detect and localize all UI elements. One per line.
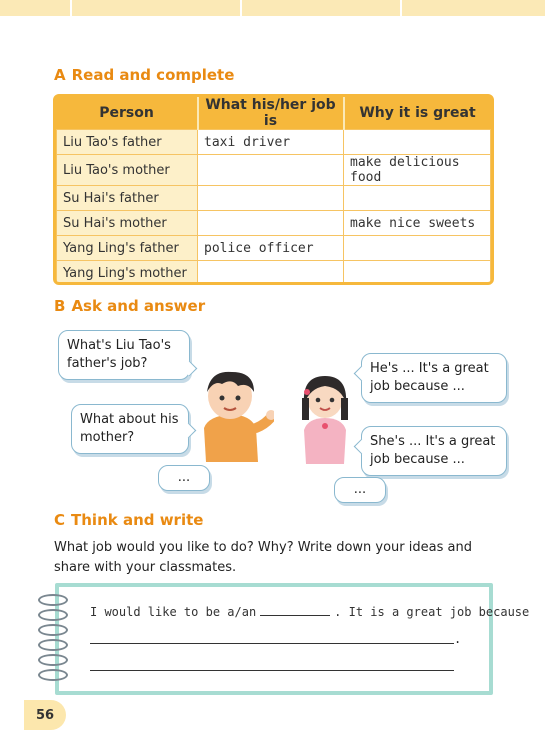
table-row [57, 130, 491, 155]
speech-bubble-boy-reply [158, 465, 210, 491]
writing-line[interactable] [90, 670, 454, 671]
bar-divider [400, 0, 402, 16]
page-number: 56 [24, 700, 66, 730]
person-cell: Liu Tao's mother [57, 155, 198, 186]
writing-sentence [90, 603, 529, 619]
person-cell: Yang Ling's father [57, 236, 198, 261]
section-c-letter: C [54, 511, 66, 529]
speech-bubble-answer-1 [361, 353, 507, 403]
bubble-text: What's Liu Tao's father's job? [67, 338, 171, 371]
bubble-text: He's ... It's a great job because ... [370, 361, 489, 394]
spiral-ring [38, 669, 68, 681]
writing-end-period: . [454, 632, 462, 646]
section-b-letter: B [54, 297, 66, 315]
writing-prompt: What job would you like to do? Why? Write down your ideas and share with your classmates. [54, 540, 472, 575]
bubble-tail [354, 439, 370, 455]
person-cell: Yang Ling's mother [57, 261, 198, 286]
job-cell[interactable] [198, 155, 344, 186]
writing-line[interactable] [90, 643, 454, 644]
section-b-heading [54, 297, 205, 315]
spiral-ring [38, 654, 68, 666]
spiral-ring [38, 624, 68, 636]
boy-illustration [192, 366, 274, 462]
jobs-table [53, 94, 494, 285]
person-cell: Su Hai's father [57, 186, 198, 211]
girl-illustration [296, 370, 354, 464]
why-cell[interactable] [344, 236, 491, 261]
job-cell[interactable] [198, 211, 344, 236]
table-row [57, 186, 491, 211]
writing-middle: . It is a great job because [334, 605, 530, 619]
speech-bubble-question-1 [58, 330, 190, 380]
job-cell[interactable]: police officer [198, 236, 344, 261]
bar-divider [70, 0, 72, 16]
speech-bubble-answer-2 [361, 426, 507, 476]
bubble-tail [354, 366, 370, 382]
bubble-text: What about his mother? [80, 412, 179, 445]
why-cell[interactable]: make delicious food [344, 155, 491, 186]
why-cell[interactable]: make nice sweets [344, 211, 491, 236]
section-a-heading [54, 66, 234, 84]
section-b-title: Ask and answer [71, 297, 206, 315]
why-cell[interactable] [344, 261, 491, 286]
speech-bubble-question-2 [71, 404, 189, 454]
job-cell[interactable]: taxi driver [198, 130, 344, 155]
why-cell[interactable] [344, 186, 491, 211]
writing-box [55, 583, 493, 695]
person-cell: Liu Tao's father [57, 130, 198, 155]
section-a-title: Read and complete [71, 66, 235, 84]
table-row [57, 211, 491, 236]
spiral-ring [38, 594, 68, 606]
header-job: What his/her job is [198, 97, 344, 130]
section-a-letter: A [54, 66, 66, 84]
header-why: Why it is great [344, 97, 491, 130]
section-c-heading [54, 511, 203, 529]
bar-divider [240, 0, 242, 16]
writing-start: I would like to be a/an [90, 605, 257, 619]
spiral-ring [38, 609, 68, 621]
table-row [57, 236, 491, 261]
section-c-title: Think and write [71, 511, 204, 529]
job-cell[interactable] [198, 186, 344, 211]
spiral-ring [38, 639, 68, 651]
person-cell: Su Hai's mother [57, 211, 198, 236]
table-header-row [57, 97, 491, 130]
bubble-text: ... [177, 470, 191, 485]
why-cell[interactable] [344, 130, 491, 155]
job-blank[interactable] [260, 603, 330, 616]
table-row [57, 261, 491, 286]
job-cell[interactable] [198, 261, 344, 286]
table-row [57, 155, 491, 186]
bubble-text: ... [353, 482, 367, 497]
header-person: Person [57, 97, 198, 130]
bubble-text: She's ... It's a great job because ... [370, 434, 496, 467]
speech-bubble-girl-reply [334, 477, 386, 503]
top-decoration-bar [0, 0, 545, 16]
